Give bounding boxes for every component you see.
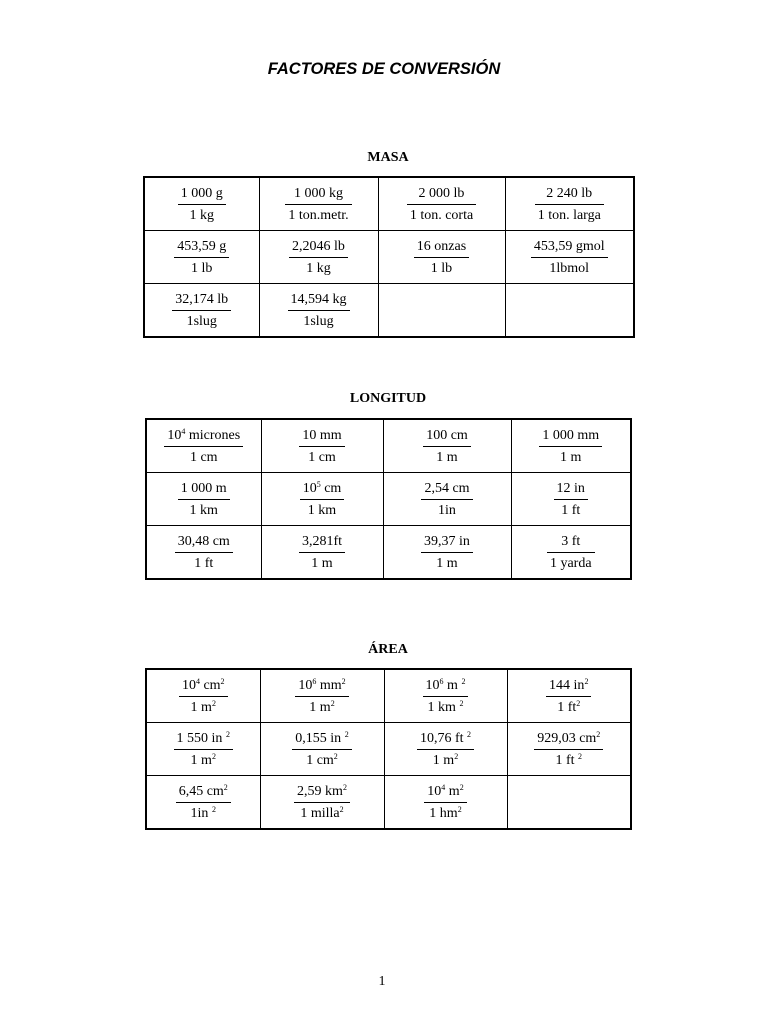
numerator — [298, 533, 346, 552]
fraction — [546, 533, 596, 572]
superscript: 2 — [584, 676, 589, 686]
superscript: 2 — [457, 804, 462, 814]
numerator — [293, 783, 351, 802]
numerator — [423, 783, 467, 802]
fraction — [174, 533, 234, 572]
denominator — [307, 553, 336, 572]
denominator — [425, 803, 465, 822]
numerator — [422, 677, 470, 696]
fraction — [298, 533, 346, 572]
numerator — [173, 238, 230, 257]
text-run: cm — [199, 677, 221, 693]
numerator — [177, 480, 231, 499]
table-row — [146, 723, 631, 776]
empty-cell — [378, 284, 505, 338]
text-run: 1 m — [309, 699, 331, 715]
text-run: 0,155 in — [295, 730, 345, 746]
superscript: 2 — [342, 782, 347, 792]
conversion-factor-cell — [259, 231, 378, 284]
text-run: 1 kg — [306, 260, 331, 276]
text-run: 1 milla — [300, 805, 340, 821]
conversion-factor-cell — [507, 723, 631, 776]
text-run: cm — [320, 480, 342, 496]
text-run: 1 m — [190, 699, 212, 715]
text-run: 10,76 ft — [419, 730, 468, 746]
text-run: 1 kg — [189, 207, 214, 223]
fraction — [294, 677, 349, 716]
fraction — [171, 291, 232, 330]
conversion-factor-cell — [383, 473, 511, 526]
text-run: 1 km — [307, 502, 337, 518]
text-run: m — [445, 783, 460, 799]
text-run: 453,59 g — [177, 238, 227, 254]
fraction — [178, 677, 229, 716]
text-run: 1 cm — [308, 449, 336, 465]
text-run: 1lbmol — [549, 260, 590, 276]
table-row — [146, 669, 631, 723]
superscript: 2 — [459, 698, 464, 708]
conversion-factor-cell — [378, 177, 505, 231]
text-run: 2 000 lb — [418, 185, 465, 201]
fraction — [538, 427, 603, 466]
text-run: 1in — [438, 502, 456, 518]
fraction — [413, 238, 470, 277]
conversion-factor-cell — [383, 419, 511, 473]
numerator — [173, 730, 234, 749]
numerator — [420, 533, 474, 552]
fraction — [175, 783, 232, 822]
fraction — [422, 677, 470, 716]
fraction — [534, 185, 605, 224]
conversion-factor-cell — [259, 284, 378, 338]
text-run: 1 000 kg — [294, 185, 343, 201]
denominator — [432, 447, 461, 466]
numerator — [538, 427, 603, 446]
conversion-factor-cell — [146, 419, 261, 473]
longitud-table — [145, 418, 632, 580]
conversion-factor-cell — [384, 776, 507, 830]
text-run: 1 m — [560, 449, 582, 465]
text-run: 1in — [190, 805, 212, 821]
superscript: 2 — [467, 729, 472, 739]
text-run: 1slug — [303, 313, 334, 329]
numerator — [413, 238, 470, 257]
conversion-factor-cell — [259, 177, 378, 231]
conversion-factor-cell — [378, 231, 505, 284]
text-run: 1 ft — [557, 699, 577, 715]
denominator — [302, 258, 335, 277]
text-run: 10 — [427, 783, 442, 799]
conversion-factor-cell — [144, 231, 259, 284]
superscript: 2 — [344, 729, 349, 739]
text-run: 1 000 g — [180, 185, 223, 201]
text-run: 3 ft — [561, 533, 581, 549]
superscript: 2 — [339, 804, 344, 814]
denominator — [186, 205, 219, 224]
numerator — [288, 238, 349, 257]
denominator — [183, 311, 221, 330]
numerator — [287, 291, 351, 310]
superscript: 2 — [596, 729, 601, 739]
denominator — [186, 447, 222, 466]
text-run: 32,174 lb — [175, 291, 229, 307]
fraction — [420, 533, 474, 572]
text-run: 10 — [167, 427, 182, 443]
text-run: 1 ton. corta — [409, 207, 474, 223]
superscript: 2 — [461, 676, 466, 686]
denominator — [556, 447, 585, 466]
conversion-factor-cell — [261, 419, 383, 473]
conversion-factor-cell — [146, 473, 261, 526]
superscript: 4 — [441, 782, 446, 792]
denominator — [190, 553, 217, 572]
page-number: 1 — [378, 974, 386, 989]
text-run: 10 — [302, 480, 317, 496]
fraction — [553, 480, 589, 519]
superscript: 2 — [211, 698, 216, 708]
conversion-factor-cell — [511, 473, 631, 526]
denominator — [427, 258, 456, 277]
text-run: 6,45 cm — [178, 783, 224, 799]
empty-cell — [507, 776, 631, 830]
conversion-factor-cell — [261, 473, 383, 526]
text-run: 10 — [425, 677, 440, 693]
denominator — [406, 205, 477, 224]
text-run: 1 yarda — [549, 555, 592, 571]
fraction — [406, 185, 477, 224]
denominator — [429, 750, 462, 769]
text-run: 1 ft — [555, 752, 579, 768]
fraction — [298, 427, 345, 466]
conversion-factor-cell — [261, 526, 383, 580]
denominator — [299, 311, 337, 330]
denominator — [304, 447, 340, 466]
fraction — [173, 730, 234, 769]
text-run: 2,2046 lb — [292, 238, 345, 254]
conversion-factor-cell — [144, 284, 259, 338]
text-run: 453,59 gmol — [533, 238, 605, 254]
superscript: 2 — [220, 676, 225, 686]
denominator — [187, 750, 220, 769]
text-run: 1 lb — [191, 260, 213, 276]
superscript: 2 — [330, 698, 335, 708]
conversion-factor-cell — [146, 669, 260, 723]
numerator — [530, 238, 609, 257]
denominator — [424, 697, 468, 716]
text-run: 1 550 in — [176, 730, 226, 746]
section-title-masa: MASA — [367, 150, 409, 165]
fraction — [545, 677, 592, 716]
fraction — [299, 480, 346, 519]
numerator — [553, 480, 589, 499]
numerator — [416, 730, 475, 749]
text-run: 1slug — [186, 313, 217, 329]
text-run: 1 m — [190, 752, 212, 768]
fraction — [533, 730, 604, 769]
denominator — [187, 803, 220, 822]
numerator — [163, 427, 244, 446]
text-run: 1 m — [436, 555, 458, 571]
text-run: 144 in — [549, 677, 585, 693]
superscript: 6 — [312, 676, 317, 686]
text-run: 16 onzas — [416, 238, 467, 254]
text-run: 1 m — [436, 449, 458, 465]
denominator — [305, 697, 338, 716]
text-run: 2,59 km — [297, 783, 343, 799]
text-run: 1 km — [189, 502, 218, 518]
fraction — [423, 783, 467, 822]
denominator — [551, 750, 586, 769]
fraction — [293, 783, 351, 822]
text-run: 1 ton.metr. — [288, 207, 349, 223]
superscript: 2 — [211, 804, 216, 814]
text-run: 1 cm — [189, 449, 218, 465]
area-table — [145, 668, 632, 830]
table-row — [144, 284, 634, 338]
text-run: 1 ton. larga — [537, 207, 601, 223]
masa-table — [143, 176, 635, 338]
text-run: 1 lb — [430, 260, 453, 276]
numerator — [415, 185, 469, 204]
numerator — [290, 185, 347, 204]
section-title-area: ÁREA — [368, 642, 408, 657]
conversion-factor-cell — [511, 526, 631, 580]
numerator — [175, 783, 232, 802]
denominator — [304, 500, 340, 519]
table-row — [146, 526, 631, 580]
text-run: 10 — [181, 677, 196, 693]
fraction — [177, 480, 231, 519]
numerator — [291, 730, 352, 749]
text-run: 1 ft — [561, 502, 581, 518]
superscript: 2 — [341, 676, 346, 686]
superscript: 6 — [439, 676, 444, 686]
numerator — [177, 185, 227, 204]
conversion-factor-cell — [505, 231, 634, 284]
text-run: 1 m — [432, 752, 455, 768]
superscript: 2 — [576, 698, 581, 708]
superscript: 4 — [181, 426, 186, 436]
fraction — [422, 427, 472, 466]
section-title-longitud: LONGITUD — [349, 391, 427, 406]
conversion-factor-cell — [384, 723, 507, 776]
text-run: 39,37 in — [424, 533, 470, 549]
superscript: 2 — [333, 751, 338, 761]
text-run: 1 000 m — [180, 480, 227, 496]
fraction — [291, 730, 352, 769]
denominator — [187, 258, 216, 277]
conversion-factor-cell — [260, 723, 384, 776]
superscript: 5 — [316, 479, 321, 489]
text-run: 30,48 cm — [177, 533, 230, 549]
conversion-factor-cell — [260, 669, 384, 723]
text-run: 1 ft — [194, 555, 214, 571]
denominator — [302, 750, 342, 769]
superscript: 2 — [225, 729, 230, 739]
numerator — [542, 185, 596, 204]
text-run: 10 mm — [302, 427, 342, 443]
empty-cell — [505, 284, 634, 338]
text-run: 1 km — [427, 699, 460, 715]
conversion-factor-cell — [260, 776, 384, 830]
conversion-factor-cell — [383, 526, 511, 580]
text-run: 1 hm — [429, 805, 458, 821]
conversion-factor-cell — [144, 177, 259, 231]
table-row — [144, 231, 634, 284]
conversion-factor-cell — [146, 526, 261, 580]
numerator — [299, 480, 346, 499]
page-title: FACTORES DE CONVERSIÓN — [267, 60, 501, 78]
superscript: 2 — [223, 782, 228, 792]
superscript: 2 — [459, 782, 464, 792]
conversion-factor-cell — [146, 776, 260, 830]
denominator — [187, 697, 220, 716]
denominator — [186, 500, 222, 519]
text-run: 1 000 mm — [542, 427, 600, 443]
fraction — [287, 291, 351, 330]
text-run: 100 cm — [426, 427, 468, 443]
text-run: 3,281ft — [301, 533, 343, 549]
denominator — [546, 553, 596, 572]
conversion-factor-cell — [511, 419, 631, 473]
text-run: 2 240 lb — [546, 185, 593, 201]
numerator — [557, 533, 584, 552]
table-row — [144, 177, 634, 231]
text-run: micrones — [185, 427, 241, 443]
denominator — [557, 500, 584, 519]
numerator — [171, 291, 232, 310]
table-row — [146, 419, 631, 473]
table-row — [146, 776, 631, 830]
conversion-factor-cell — [507, 669, 631, 723]
superscript: 2 — [211, 751, 216, 761]
text-run: 929,03 cm — [537, 730, 597, 746]
superscript: 2 — [454, 751, 459, 761]
numerator — [174, 533, 234, 552]
numerator — [294, 677, 349, 696]
text-run: m — [443, 677, 462, 693]
text-run: 14,594 kg — [290, 291, 347, 307]
fraction — [530, 238, 609, 277]
conversion-factor-cell — [146, 723, 260, 776]
superscript: 2 — [578, 751, 583, 761]
conversion-factor-cell — [505, 177, 634, 231]
text-run: 10 — [298, 677, 313, 693]
text-run: mm — [316, 677, 342, 693]
conversion-factor-cell — [384, 669, 507, 723]
denominator — [534, 205, 605, 224]
text-run: 12 in — [556, 480, 585, 496]
denominator — [434, 500, 460, 519]
denominator — [553, 697, 584, 716]
text-run: 1 cm — [306, 752, 334, 768]
numerator — [298, 427, 345, 446]
fraction — [177, 185, 227, 224]
numerator — [545, 677, 592, 696]
denominator — [284, 205, 352, 224]
text-run: 2,54 cm — [424, 480, 470, 496]
fraction — [173, 238, 230, 277]
superscript: 4 — [195, 676, 200, 686]
fraction — [416, 730, 475, 769]
numerator — [420, 480, 473, 499]
denominator — [545, 258, 593, 277]
table-row — [146, 473, 631, 526]
numerator — [422, 427, 472, 446]
numerator — [533, 730, 604, 749]
denominator — [432, 553, 461, 572]
text-run: 1 m — [311, 555, 333, 571]
fraction — [284, 185, 352, 224]
fraction — [288, 238, 349, 277]
fraction — [420, 480, 473, 519]
denominator — [296, 803, 347, 822]
numerator — [178, 677, 229, 696]
fraction — [163, 427, 244, 466]
